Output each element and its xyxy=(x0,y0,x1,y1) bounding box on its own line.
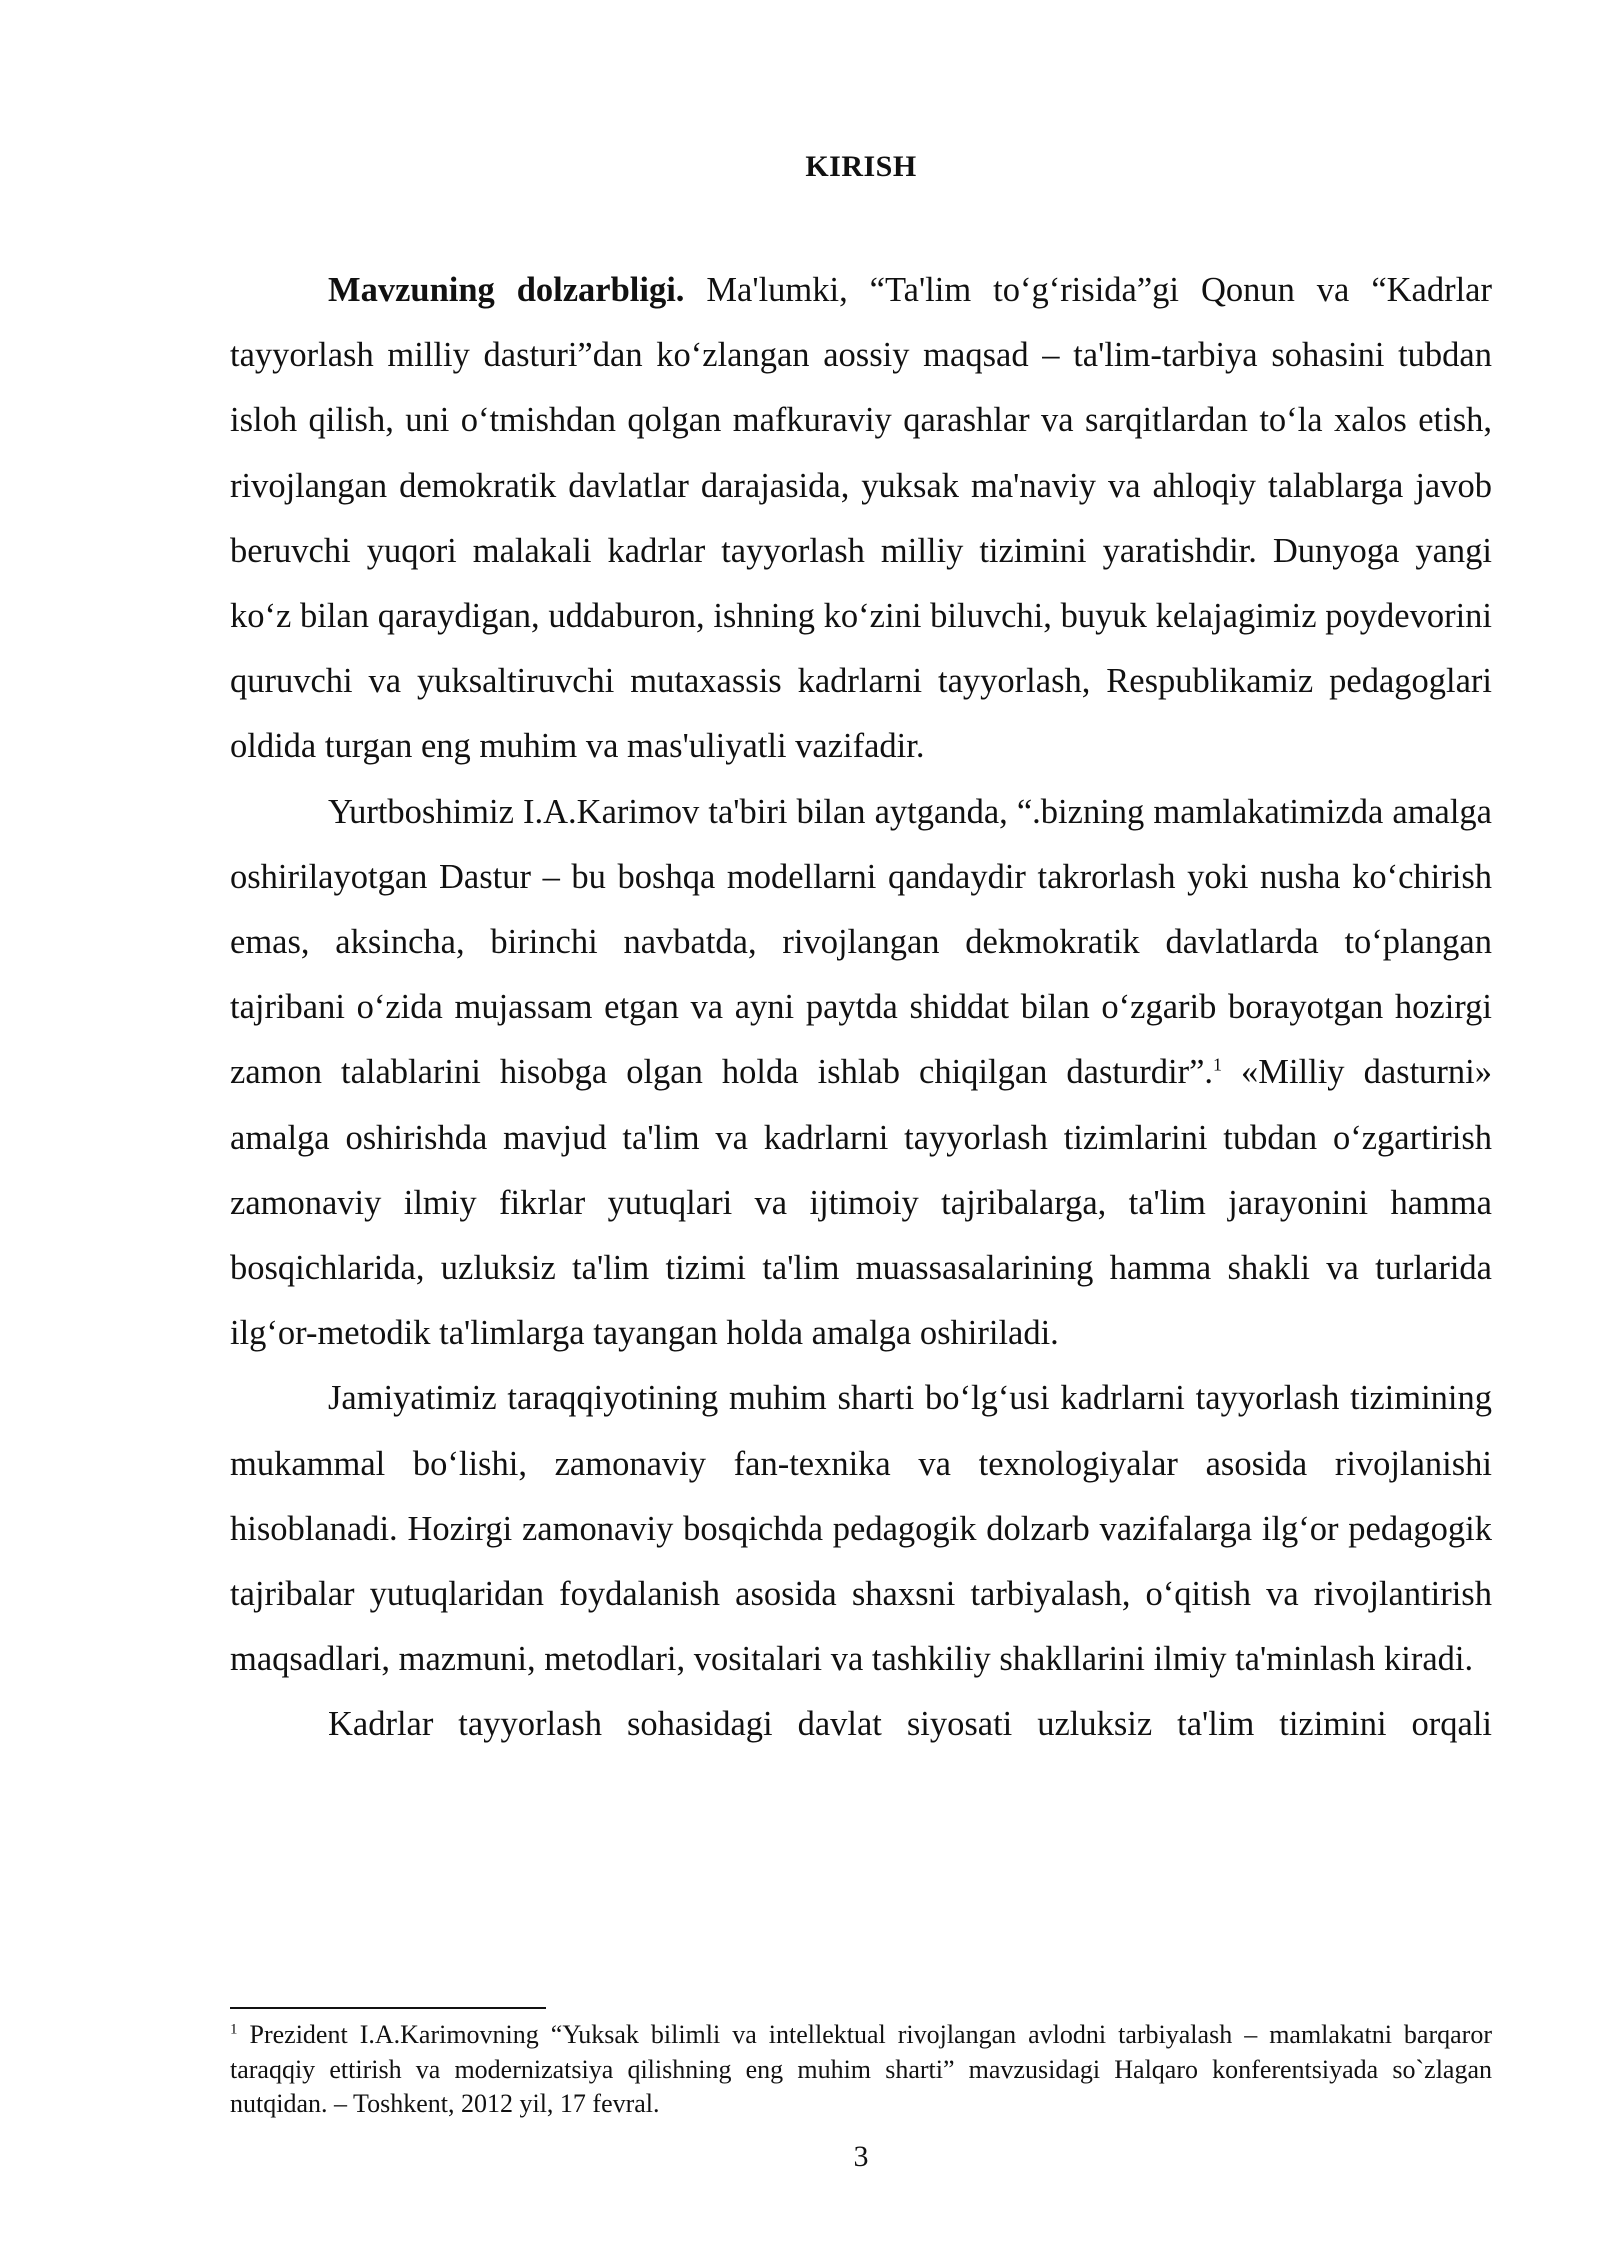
page-number: 3 xyxy=(853,2140,869,2173)
footnote-separator xyxy=(230,2007,546,2009)
paragraph-policy xyxy=(230,1692,1492,1757)
paragraph-text: Jamiyatimiz taraqqiyotining muhim sharti bo‘lg‘usi kadrlarni tayyorlash tizimining mukammal bo‘lishi, zamonaviy fan-texnika va texnologiyalar asosida rivojlanishi hisoblanadi. Hozirgi zamonaviy bosqichda pedagogik dolzarb vazifalarga ilg‘or pedagogik tajribalar yutuqlaridan foydalanish asosida shaxsni tarbiyalash, o‘qitish va rivojlantirish maqsadlari, mazmuni, metodlari, vositalari va tashkiliy shakllarini ilmiy ta'minlash kiradi. xyxy=(230,1379,1492,1679)
footnote-marker: 1 xyxy=(230,2021,238,2038)
paragraph-text: Kadrlar tayyorlash sohasidagi davlat siyosati uzluksiz ta'lim tizimini orqali xyxy=(328,1705,1492,1744)
footnote-text: Prezident I.A.Karimovning “Yuksak bilimli va intellektual rivojlangan avlodni tarbiyalash – mamlakatni barqaror taraqqiy ettirish va modernizatsiya qilishning eng muhim sharti” mavzusidagi Halqaro konferentsiyada so`zlagan nutqidan. – Toshkent, 2012 yil, 17 fevral. xyxy=(230,2020,1492,2118)
paragraph-development xyxy=(230,1366,1492,1692)
paragraph-relevance xyxy=(230,258,1492,780)
paragraph-text: Ma'lumki, “Ta'lim to‘g‘risida”gi Qonun va “Kadrlar tayyorlash milliy dasturi”dan ko‘zlangan aossiy maqsad – ta'lim-tarbiya sohasini tubdan isloh qilish, uni o‘tmishdan qolgan mafkuraviy qarashlar va sarqitlardan to‘la xalos etish, rivojlangan demokratik davlatlar darajasida, yuksak ma'naviy va ahloqiy talablarga javob beruvchi yuqori malakali kadrlar tayyorlash milliy tizimini yaratishdir. Dunyoga yangi ko‘z bilan qaraydigan, uddaburon, ishning ko‘zini biluvchi, buyuk kelajagimiz poydevorini quruvchi va yuksaltiruvchi mutaxassis kadrlarni tayyorlash, Respublikamiz pedagoglari oldida turgan eng muhim va mas'uliyatli vazifadir. xyxy=(230,271,1492,766)
footnote-reference[interactable]: 1 xyxy=(1213,1054,1223,1075)
paragraph-text: «Milliy dasturni» amalga oshirishda mavjud ta'lim va kadrlarni tayyorlash tizimlarini tubdan o‘zgartirish zamonaviy ilmiy fikrlar yutuqlari va ijtimoiy tajribalarga, ta'lim jarayonini hamma bosqichlarida, uzluksiz ta'lim tizimi ta'lim muassasalarining hamma shakli va turlarida ilg‘or-metodik ta'limlarga tayangan holda amalga oshiriladi. xyxy=(230,1053,1492,1353)
paragraph-quote xyxy=(230,780,1492,1367)
paragraph-text: Yurtboshimiz I.A.Karimov ta'biri bilan aytganda, “.bizning mamlakatimizda amalga oshirilayotgan Dastur – bu boshqa modellarni qandaydir takrorlash yoki nusha ko‘chirish emas, aksincha, birinchi navbatda, rivojlangan dekmokratik davlatlarda to‘plangan tajribani o‘zida mujassam etgan va ayni paytda shiddat bilan o‘zgarib borayotgan hozirgi zamon talablarini hisobga olgan holda ishlab chiqilgan dasturdir”. xyxy=(230,792,1492,1092)
paragraph-lead: Mavzuning dolzarbligi. xyxy=(328,271,685,309)
body-text xyxy=(230,258,1492,1758)
footnote xyxy=(230,2018,1492,2122)
section-heading: KIRISH xyxy=(805,150,917,183)
